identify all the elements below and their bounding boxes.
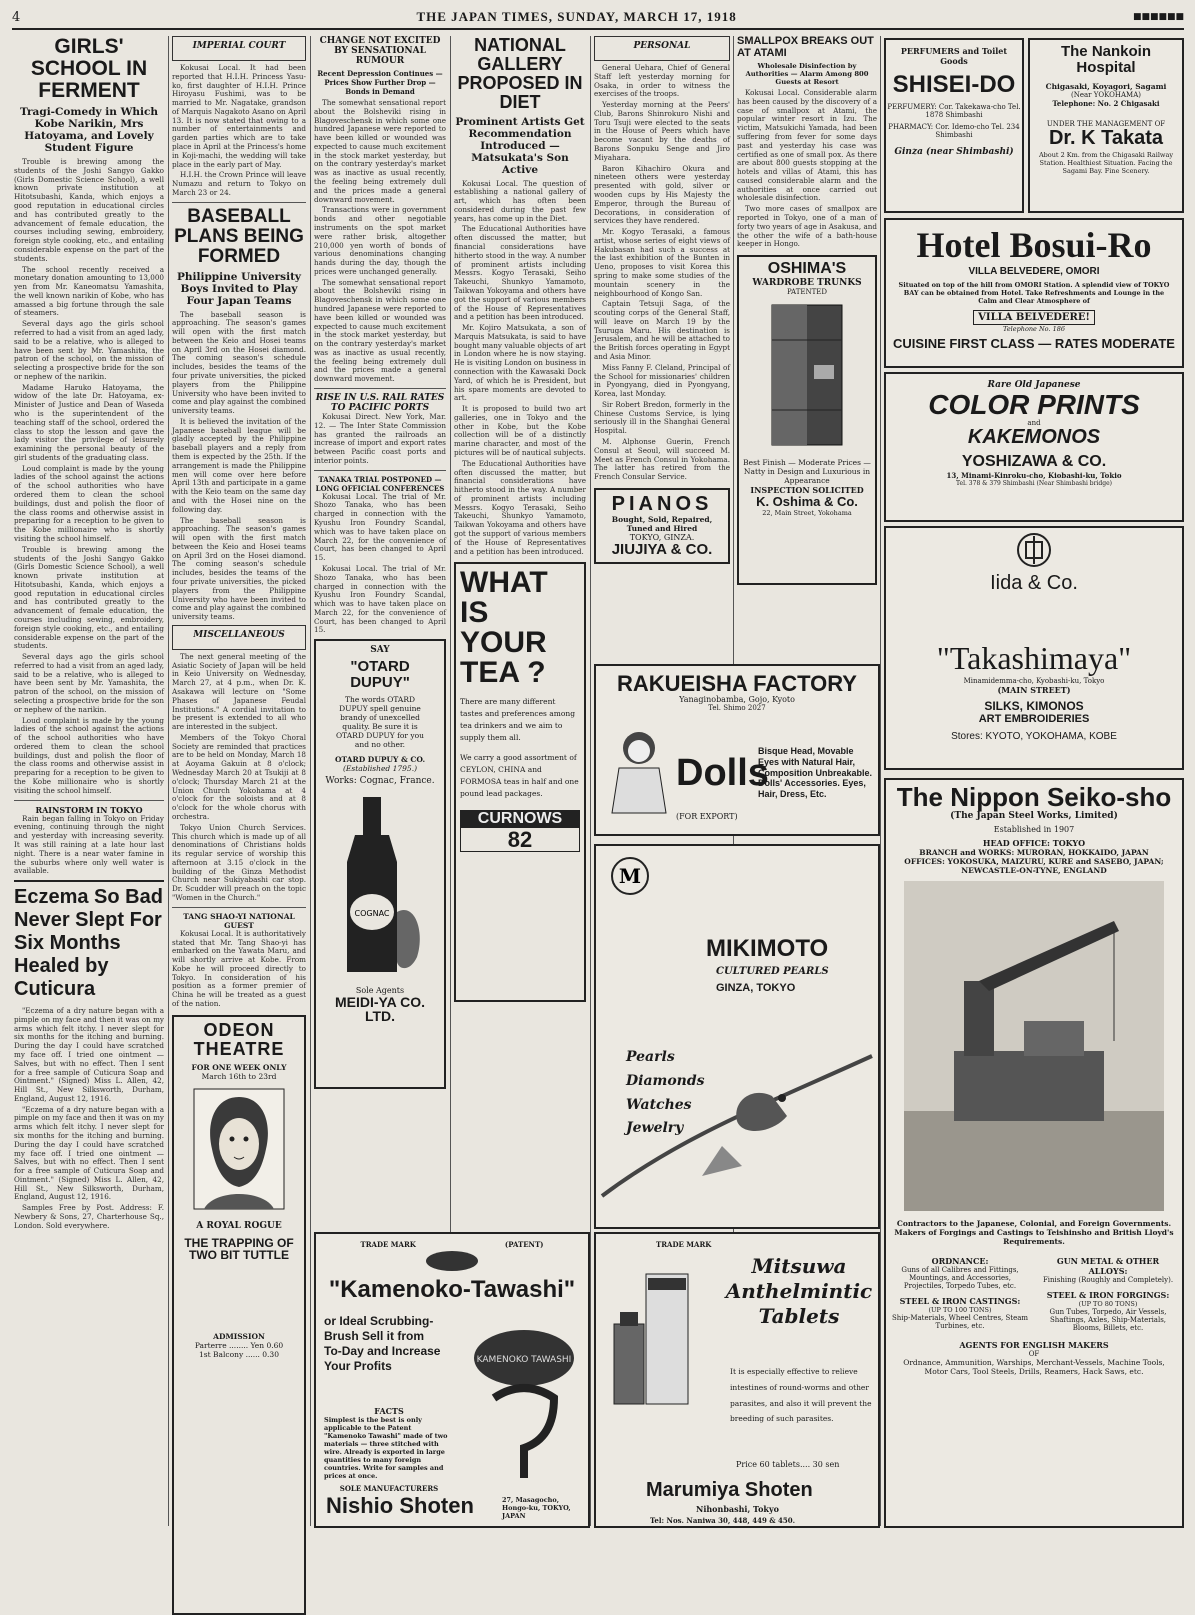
cuticura-ad-text: "Eczema of a dry nature began with a pimple on my face and then it was on my arms which felt itchy. I never slept for six months for the itching and burning. During the day I could have scratched my face off. I tried one ointment — Salves, but with no effect. Then I sent for a free sample of Cuticura Soap and Ointment." (Signed) Miss L. Allen, 42, Hill St., New Silksworth, Durham, England, August 12, 1916. "Eczema of a dry nature began with a pimple on my face and then it was on my arms which felt itchy. I never slept for six months for the itching and burning. During the day I could have scratched my face off. I tried one ointment — Salves, but with no effect. Then I sent for a free sample of Cuticura Soap and Ointment." (Signed) Miss L. Allen, 42, Hill St., New Silksworth, Durham, England, August 12, 1916. Samples Free by Post. Address: F. Newbery & Sons, 27, Charterhouse Sq., London. Sold everywhere.: [14, 1006, 164, 1230]
nankoin-hospital-ad: The Nankoin Hospital Chigasaki, Koyagori, Sagami (Near YOKOHAMA) Telephone: No. 2 Chigasaki UNDER THE MANAGEMENT OF Dr. K Takata About 2 Km. from the Chigasaki Railway Station. Healthiest Situation. Facing the Sagami Bay. Fine Scenery.: [1028, 38, 1184, 213]
column-6: [737, 36, 877, 696]
odeon-feature-2: THE TRAPPING OF TWO BIT TUTTLE: [184, 1235, 294, 1263]
doll-illustration: [604, 728, 674, 818]
headline-cuticura-ad: Eczema So Bad Never Slept For Six Months Healed by Cuticura: [14, 886, 163, 1001]
shiseido-ad: PERFUMERS and Toilet Goods SHISEI-DO PERFUMERY: Cor. Takekawa-cho Tel. 1878 Shimbashi PHARMACY: Cor. Idemo-cho Tel. 234 Shimbashi Ginza (near Shimbashi): [884, 38, 1024, 213]
article-tang: Kokusai Local. It is authoritatively stated that Mr. Tang Shao-yi has embarked on the Yawata Maru, and will shortly arrive at Kobe. From Kobe he will proceed directly to Tokyo. In consideration of his position as a former premier of China he will be treated as a guest of the nation.: [172, 928, 306, 1008]
subhead-girls-school: Tragi-Comedy in Which Kobe Narikin, Mrs Hatoyama, and Lovely Student Figure: [19, 106, 159, 155]
subhead-national-gallery: Prominent Artists Get Recommendation Introduced — Matsukata's Son Active: [455, 115, 585, 176]
headline-smallpox: SMALLPOX BREAKS OUT AT ATAMI: [737, 35, 874, 59]
kamenoko-tawashi-ad: TRADE MARK (PATENT) "Kamenoko-Tawashi" or Ideal Scrubbing-Brush Sell it from To-Day and Increase Your Profits KAMENOKO TAWASHI FACTS Simplest is the best is only applicable to the Patent "Kamenoko Tawashi" made of two materials — three stitched with wire. Already is exported in large quantities to many foreign countries. Write for samples and prices at once. SOLE MANUFACTURERS Nishio Shoten 27, Masagocho, Hongo-ku, TOKYO, JAPAN: [314, 1232, 590, 1528]
brush-logo-icon: [422, 1249, 482, 1273]
oshima-trunks-ad: OSHIMA'S WARDROBE TRUNKS PATENTED Best Finish — Moderate Prices — Natty in Design and Luxurious in Appearance INSPECTION SOLICITED K. Oshima & Co. 22, Main Street, Yokohama: [737, 255, 877, 585]
article-rail-rates: Kokusai Direct. New York, Mar. 12. — The Inter State Commission has granted the railroads an increase of import and export rates between Pacific coast ports and interior points.: [314, 412, 446, 465]
headline-rail-rates: RISE IN U.S. RAIL RATES TO PACIFIC PORTS: [315, 393, 445, 413]
article-girls-school: Trouble is brewing among the students of the Joshi Sangyo Gakko (Girls Domestic Science School), a well known private institution at Hitotsubashi, Kanda, which enjoys a good reputation in educational circles and has contributed greatly to the advancement of female education, the courses including sewing, embroidery, foreign style cooking, etc., and entailing considerable expense on the part of the students. The school recently received a monetary donation amounting to 13,000 yen from Mr. Kaneomatsu Yamashita, the well known narikin of Kobe, who has amassed a big fortune through the sale of steamers. Several days ago the girls school referred to had a visit from an aged lady, said to be a relative, who is alleged to have been sent by Mr. Yamashita, the patron of the school, on the mission of selecting a prospective bride for the son or nephew of the narikin. Madame Haruko Hatoyama, the widow of the late Dr. Hatoyama, ex-Minister of Justice and Dean of Waseda who is the superintendent of the teaching staff of the school, ordered the class to stop the lesson and gave the lady visitor the privilege of leisurely examining the personal beauty of the girl students of the graduating class. Loud complaint is made by the young ladies of the school against the actions of the school authorities who have ordered them to clean the school buildings, dust and polish the floor of the class rooms and otherwise assist in preparing for a reception to be given to the Kobe millionaire who is shortly visiting the school himself. Trouble is brewing among the students of the Joshi Sangyo Gakko (Girls Domestic Science School), a well known private institution at Hitotsubashi, Kanda, which enjoys a good reputation in educational circles and has contributed greatly to the advancement of female education, the courses including sewing, embroidery, foreign style cooking, etc., and entailing considerable expense on the part of the students. Several days ago the girls school referred to had a visit from an aged lady, said to be a relative, who is alleged to have been sent by Mr. Yamashita, the patron of the school, on the mission of selecting a prospective bride for the son or nephew of the narikin. Loud complaint is made by the young ladies of the school against the actions of the school authorities who have ordered them to clean the school buildings, dust and polish the floor of the class rooms and otherwise assist in preparing for a reception to be given to the Kobe millionaire who is shortly visiting the school himself.: [14, 157, 164, 795]
shiseido-logo: SHISEI-DO: [892, 71, 1016, 98]
odeon-title: ODEON THEATRE: [193, 1019, 285, 1059]
takashimaya-ad-body: "Takashimaya" Minamidemma-cho, Kyobashi-ku, Tokyo (MAIN STREET) SILKS, KIMONOS ART EMBROIDERIES Stores: KYOTO, YOKOHAMA, KOBE: [884, 640, 1184, 770]
odeon-feature: A ROYAL ROGUE: [196, 1220, 282, 1231]
wardrobe-trunk-illustration: [762, 300, 852, 450]
meidi-ya: MEIDI-YA CO. LTD.: [335, 993, 425, 1025]
headline-tanaka: TANAKA TRIAL POSTPONED — LONG OFFICIAL CONFERENCES: [315, 474, 445, 493]
nippon-seiko-sho-ad: The Nippon Seiko-sho (The Japan Steel Works, Limited) Established in 1907 HEAD OFFICE: TOKYO BRANCH and WORKS: MURORAN, HOKKAIDO, JAPAN OFFICES: YOKOSUKA, MAIZURU, KURE and SASEBO, JAPAN; NEWCASTLE-ON-TYNE, ENGLAND Contractors to the Japanese, Colonial, and Foreign Governments. Makers of Forgings and Castings to Teishinsho and British Lloyd's Requirements. ORDNANCE: Guns of all Calibres and Fittings, Mountings, and Accessories, Projectiles, Torpedo Tubes, etc. STEEL & IRON CASTINGS: (UP TO 100 TONS) Ship-Materials, Wheel Centres, Steam Turbines, etc. GUN METAL & OTHER ALLOYS: Finishing (Roughly and Completely). STEEL & IRON FORGINGS: (UP TO 80 TONS) Gun Tubes, Torpedo, Air Vessels, Shaftings, Axles, Ship-Materials, Blooms, Billets, etc. AGENTS FOR ENGLISH MAKERS OF Ordnance, Ammunition, Warships, Merchant-Vessels, Machine Tools, Motor Cars, Tool Steels, Drills, Reamers, Hack Saws, etc.: [884, 778, 1184, 1528]
headline-tang: TANG SHAO-YI NATIONAL GUEST: [183, 911, 295, 930]
column-4: [454, 35, 586, 853]
article-national-gallery: Kokusai Local. The question of establishing a national gallery of art, which has often been considered during the past few years, has come up in the Diet. The Educational Authorities have often discussed the matter, but financial considerations have hitherto stood in the way. A number of prominent artists including Messrs. Kogyo Terasaki, Seiho Takeuchi, Shunkyo Yamamoto, Taikwan Yokoyama and others have got the support of various members of the House of Representatives and a petition has been introduced. Mr. Kojiro Matsukata, a son of Marquis Matsukata, is said to have bought many valuable objects of art in London where he is now staying. He is visiting London on business in connection with the Kawasaki Dock Yard, of which he is President, but his spare moments are devoted to art. It is proposed to build two art galleries, one in Tokyo and the other in Kobe, but the Kobe collection will be of a distinctly marine character, and most of the pictures will be of nautical subjects. The Educational Authorities have often discussed the matter, but financial considerations have hitherto stood in the way. A number of prominent artists including Messrs. Kogyo Terasaki, Seiho Takeuchi, Shunkyo Yamamoto, Taikwan Yokoyama and others have got the support of various members of the House of Representatives and a petition has been introduced.: [454, 178, 586, 556]
page-number: 4: [12, 9, 21, 25]
masthead: [12, 6, 1184, 30]
brandy-bottle-illustration: [325, 792, 435, 982]
svg-text:KAMENOKO TAWASHI: KAMENOKO TAWASHI: [476, 1355, 572, 1365]
article-rainstorm: Rain began falling in Tokyo on Friday evening, continuing through the night and yesterday with increasing severity. It was still raining at a late hour last night. There is a near water famine in the suburbs where only well water is available.: [14, 813, 164, 876]
svg-text:COGNAC: COGNAC: [354, 908, 390, 918]
mitsuwa-tablets-ad: TRADE MARK Mitsuwa Anthelmintic Tablets It is especially effective to relieve intestines of round-worms and other parasites, and also it will prevent the breeding of such parasites. Price 60 tablets.... 30 sen Marumiya Shoten Nihonbashi, Tokyo Tel: Nos. Naniwa 30, 448, 449 & 450.: [594, 1232, 880, 1528]
column-2: [172, 36, 306, 1526]
column-1: [14, 36, 164, 1526]
headline-miscellaneous: MISCELLANEOUS: [193, 629, 285, 640]
svg-text:M: M: [618, 864, 642, 888]
takashimaya-ad: Iida & Co.: [884, 526, 1184, 676]
article-exchange: The somewhat sensational report about the Bolsheviki rising in Blagoveschensk in which some one hundred Japanese were reported to have been killed or wounded was expected to cause much excitement in the stock market yesterday, but on the contrary yesterday's market was as inactive as usual recently, the feeling being extremely dull and the prices made a general downward movement. Transactions were in government bonds and other negotiable instruments on the spot market were rather brisk, altogether 210,000 yen worth of bonds of various denominations changing hands during the day, though the prices were unchanged generally. The somewhat sensational report about the Bolsheviki rising in Blagoveschensk in which some one hundred Japanese were reported to have been killed or wounded was expected to cause much excitement in the stock market yesterday, but on the contrary yesterday's market was as inactive as usual recently, the feeling being extremely dull and the prices made a general downward movement.: [314, 98, 446, 384]
mikimoto-pearls-ad: M MIKIMOTO CULTURED PEARLS GINZA, TOKYO Pearls Diamonds Watches Jewelry: [594, 844, 880, 1229]
subhead-baseball: Philippine University Boys Invited to Play Four Japan Teams: [176, 270, 302, 307]
curnows-tea-ad: WHAT IS YOUR TEA ? There are many different tastes and preferences among tea drinkers and we aim to supply them all. We carry a good assortment of CEYLON, CHINA and FORMOSA teas in half and one pound lead packages. CURNOWS 82: [454, 562, 586, 1002]
otard-title: "OTARD DUPUY": [350, 658, 410, 691]
headline-girls-school: GIRLS' SCHOOL IN FERMENT: [30, 35, 148, 103]
yoshizawa-color-prints-ad: Rare Old Japanese COLOR PRINTS and KAKEMONOS YOSHIZAWA & CO. 13, Minami-Kinroku-cho, Kiobashi-ku, Tokio Tel. 378 & 379 Shimbashi (Near Shimbashi bridge): [884, 372, 1184, 522]
headline-imperial-court: IMPERIAL COURT: [192, 41, 286, 51]
headline-personal: PERSONAL: [633, 41, 691, 51]
mikimoto-items: Pearls Diamonds Watches Jewelry: [626, 1049, 705, 1137]
pianos-ad: PIANOS Bought, Sold, Repaired, Tuned and Hired TOKYO, GINZA. JIUJIYA & CO.: [594, 488, 730, 564]
scrubbing-brush-illustration: [464, 1318, 584, 1488]
masthead-title: THE JAPAN TIMES, SUNDAY, MARCH 17, 1918: [416, 9, 737, 24]
dolls-word: Dolls: [676, 752, 769, 794]
column-5: [594, 36, 730, 636]
article-miscellaneous: The next general meeting of the Asiatic Society of Japan will be held in Keio University on Wednesday, March 27, at 4 p.m., when Dr. K. Asakawa will lecture on "Some Phases of Japanese Feudal Institutions." A cordial invitation to be present is extended to all who are interested in the subject. Members of the Tokyo Choral Society are reminded that practices are to be held on Monday, March 18 at Aoyama Gakuin at 8 o'clock; Wednesday March 20 at Tsukiji at 8 o'clock; Thursday March 21 at the Union Church Yokohama at 4 o'clock for the soloists and at 8 o'clock for the whole chorus with orchestra. Tokyo Union Church Services. This church which is made up of all denominations of Christians holds its regular service of worship this afternoon at 3.15 o'clock in the building of the Ginza Methodist Church near Sukiyabashi car stop. Dr. Scudder will preach on the topic "Women in the Church.": [172, 651, 306, 902]
article-personal: General Uehara, Chief of General Staff left yesterday morning for Osaka, in order to witness the exercises of the troops. Yesterday morning at the Peers' Club, Barons Shinrokuro Nishi and Toru Tsuji were elected to the seats in the House of Peers which have become vacant by the deaths of Barons Sonpuku Senge and Jiro Miyahara. Baron Kihachiro Okura and nineteen others were yesterday presented with gold, silver or wooden cups by His Majesty the Emperor, through the Bureau of Decorations, in consideration of services they have rendered. Mr. Kogyo Terasaki, a famous artist, whose series of eight views of Hakubasan had such a success at the last exhibition of the Bunten in Ueno, proposes to visit Korea this spring to make some studies of the mountain scenery in the neighbourhood of Kongo San. Captain Tetsuji Saga, of the scouting corps of the General Staff, will leave on March 19 by the Tsuruga Maru. His destination is Jerusalem, and he will be attached to the British forces operating in Egypt and Asia Minor. Miss Fanny F. Cleland, Principal of the School for missionaries' children in Pyongyang, died in Pyongyang, Korea, last Monday. Sir Robert Bredon, formerly in the Chinese Customs Service, is lying seriously ill in the Shanghai General Hospital. M. Alphonse Guerin, French Consul at Seoul, will succeed M. Meet as French Consul in Yokohama. The latter has retired from the French Consular Service.: [594, 63, 730, 482]
medicine-box-illustration: [606, 1264, 696, 1414]
headline-national-gallery: NATIONAL GALLERY PROPOSED IN DIET: [457, 35, 583, 112]
crane-ship-photo: [904, 881, 1164, 1211]
article-baseball: The baseball season is approaching. The season's games will open with the first match between the Keio and Hosei teams on April 3rd on the Hosei diamond. The coming season's schedule includes, besides the teams of the four private universities, the picked players from the Philippine University who have been invited to come and play against the combined university teams. It is believed the invitation of the Japanese baseball league will be gladly accepted by the Philippine baseball players and a reply from them is expected by the 25th. If the arrangement is made the Philippine men will come over here before April 13th and participate in a game with the Keio team on the same day and with the Hosei nine on the following day. The baseball season is approaching. The season's games will open with the first match between the Keio and Hosei teams on April 3rd on the Hosei diamond. The coming season's schedule includes, besides the teams of the four private universities, the picked players from the Philippine University who have been invited to come and play against the combined university teams.: [172, 309, 306, 622]
curnows-logo: CURNOWS 82: [460, 810, 580, 852]
headline-baseball: BASEBALL PLANS BEING FORMED: [174, 205, 304, 267]
masthead-mark: ■■■■■■: [1132, 12, 1184, 22]
odeon-theatre-ad: ODEON THEATRE FOR ONE WEEK ONLY March 16th to 23rd A ROYAL ROGUE THE TRAPPING OF TWO BIT TUTTLE ADMISSION Parterre ........ Yen 0.60 1st Balcony ...... 0.30: [172, 1015, 306, 1615]
actress-portrait: [194, 1089, 284, 1209]
article-tanaka: Kokusai Local. The trial of Mr. Shozo Tanaka, who has been charged in connection with the Kyushu Iron Foundry Scandal, which was to have taken place on March 22, for the convenience of Court, has been changed to April 15. Kokusai Local. The trial of Mr. Shozo Tanaka, who has been charged in connection with the Kyushu Iron Foundry Scandal, which was to have taken place on March 22, for the convenience of Court, has been changed to April 15.: [314, 491, 446, 635]
article-imperial-court: Kokusai Local. It had been reported that H.I.H. Princess Yasu-ko, first daughter of H.I.H. Prince Hiroyasu Fushimi, was to be married to Mr. Nagatake, grandson of Marquis Nagakoto Asano on April 13. It is now stated that owing to a number of entertainments and garden parties which are to take place in April at the Princess's home in Koji-machi, the wedding will take place in the early part of May. H.I.H. the Crown Prince will leave Numazu and return to Tokyo on March 23 or 24.: [172, 63, 306, 197]
headline-rainstorm: RAINSTORM IN TOKYO: [35, 804, 143, 815]
rakueisha-dolls-ad: RAKUEISHA FACTORY Yanaginobamba, Gojo, Kyoto Tel. Shimo 2027 Dolls (FOR EXPORT) Bisque Head, Movable Eyes with Natural Hair, Composition Unbreakable. Dolls' Accessories. Eyes, Hair, Dress, Etc.: [594, 664, 880, 836]
headline-exchange: CHANGE NOT EXCITED BY SENSATIONAL RUMOUR: [319, 36, 441, 66]
otard-dupuy-ad: SAY "OTARD DUPUY" The words OTARD DUPUY spell genuine brandy of unexcelled quality. Be sure it is OTARD DUPUY for you and no other. OTARD DUPUY & CO. (Established 1795.) Works: Cognac, France. COGNAC Sole Agents MEIDI-YA CO. LTD.: [314, 639, 446, 1089]
article-smallpox: Kokusai Local. Considerable alarm has been caused by the discovery of a case of smallpox at Atami, the popular winter resort in Izu. The victim, Matsukichi Yamada, had been suffering from fever for some days past and yesterday his case was certified as one of small pox. As there are about 800 guests stopping at the hotels and villas of Atami, this has caused considerable alarm and the authorities at once carried out wholesale disinfection. Two more cases of smallpox are reported in Tokyo, one of a man of forty two years of age in Asakusa, and the other the wife of a bath-house keeper in Hongo.: [737, 88, 877, 249]
subhead-smallpox: Wholesale Disinfection by Authorities — Alarm Among 800 Guests at Resort: [745, 62, 869, 87]
takashimaya-crest-icon: [1016, 532, 1052, 568]
tea-ad-title: WHAT IS YOUR TEA ?: [460, 566, 548, 690]
subhead-exchange: Recent Depression Continues — Prices Show Further Drop — Bonds in Demand: [317, 69, 443, 96]
hotel-bosui-ro-ad: Hotel Bosui-Ro VILLA BELVEDERE, OMORI Situated on top of the hill from OMORI Station. A splendid view of TOKYO BAY can be obtained from Hotel. Take Refreshments and Lounge in the Calm and Clear Atmosphere of VILLA BELVEDERE! Telephone No. 186 CUISINE FIRST CLASS — RATES MODERATE: [884, 218, 1184, 368]
mikimoto-logo-icon: [610, 856, 650, 896]
